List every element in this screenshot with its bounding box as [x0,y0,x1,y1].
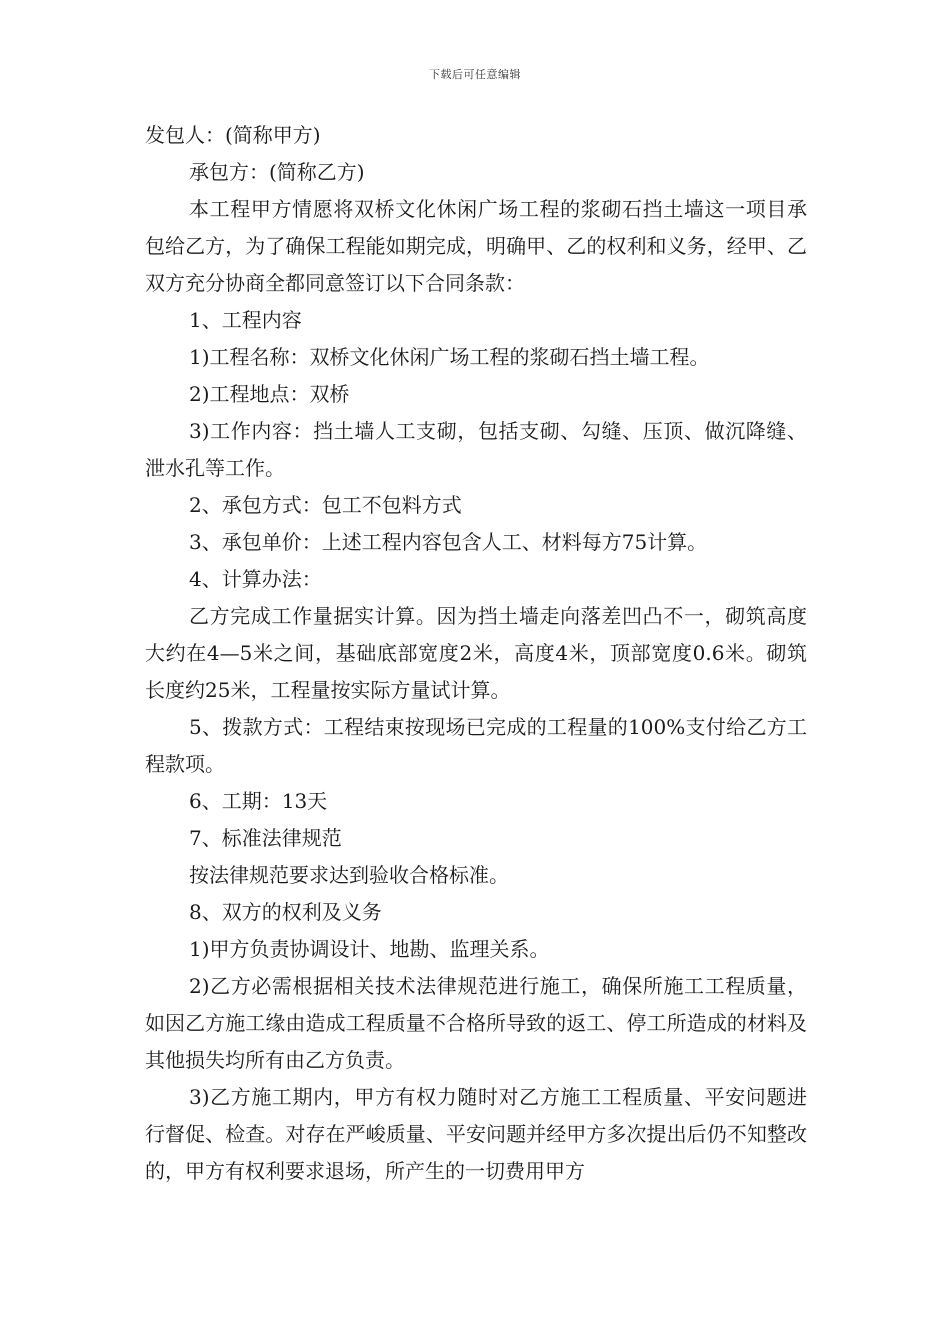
paragraph-unit-price: 3、承包单价：上述工程内容包含人工、材料每方75计算。 [189,530,708,554]
paragraph-rights-2: 2)乙方必需根据相关技术法律规范进行施工，确保所施工工程质量，如因乙方施工缘由造成工程质量不合格所导致的返工、停工所造成的材料及其他损失均所有由乙方负责。 [145,974,807,1072]
section-heading-standards: 7、标准法律规范 [189,826,342,850]
paragraph-project-location: 2)工程地点：双桥 [189,382,350,406]
paragraph-project-name: 1)工程名称：双桥文化休闲广场工程的浆砌石挡土墙工程。 [189,345,710,369]
paragraph-contractor: 承包方：(简称乙方) [189,160,365,184]
section-heading-rights: 8、双方的权利及义务 [189,900,382,924]
paragraph-rights-1: 1)甲方负责协调设计、地勘、监理关系。 [189,937,550,961]
section-heading-calculation: 4、计算办法： [189,567,322,591]
paragraph-rights-3: 3)乙方施工期内，甲方有权力随时对乙方施工工程质量、平安问题进行督促、检查。对存在严峻质量、平安问题并经甲方多次提出后仍不知整改的，甲方有权利要求退场，所产生的一切费用甲方 [145,1085,807,1183]
paragraph-contract-method: 2、承包方式：包工不包料方式 [189,493,462,517]
paragraph-work-content: 3)工作内容：挡土墙人工支砌，包括支砌、勾缝、压顶、做沉降缝、泄水孔等工作。 [145,419,807,480]
paragraph-intro: 本工程甲方情愿将双桥文化休闲广场工程的浆砌石挡土墙这一项目承包给乙方，为了确保工程能如期完成，明确甲、乙的权利和义务，经甲、乙双方充分协商全都同意签订以下合同条款： [145,197,807,295]
document-body [145,117,807,1190]
paragraph-calculation-detail: 乙方完成工作量据实计算。因为挡土墙走向落差凹凸不一，砌筑高度大约在4—5米之间，基础底部宽度2米，高度4米，顶部宽度0.6米。砌筑长度约25米，工程量按实际方量试计算。 [145,604,807,702]
paragraph-standards-detail: 按法律规范要求达到验收合格标准。 [189,863,509,887]
paragraph-duration: 6、工期：13天 [189,789,328,813]
paragraph-employer: 发包人：(简称甲方) [145,123,321,147]
section-heading-scope: 1、工程内容 [189,308,302,332]
paragraph-payment: 5、拨款方式：工程结束按现场已完成的工程量的100%支付给乙方工程款项。 [145,715,807,776]
page-header-note: 下载后可任意编辑 [429,68,521,81]
